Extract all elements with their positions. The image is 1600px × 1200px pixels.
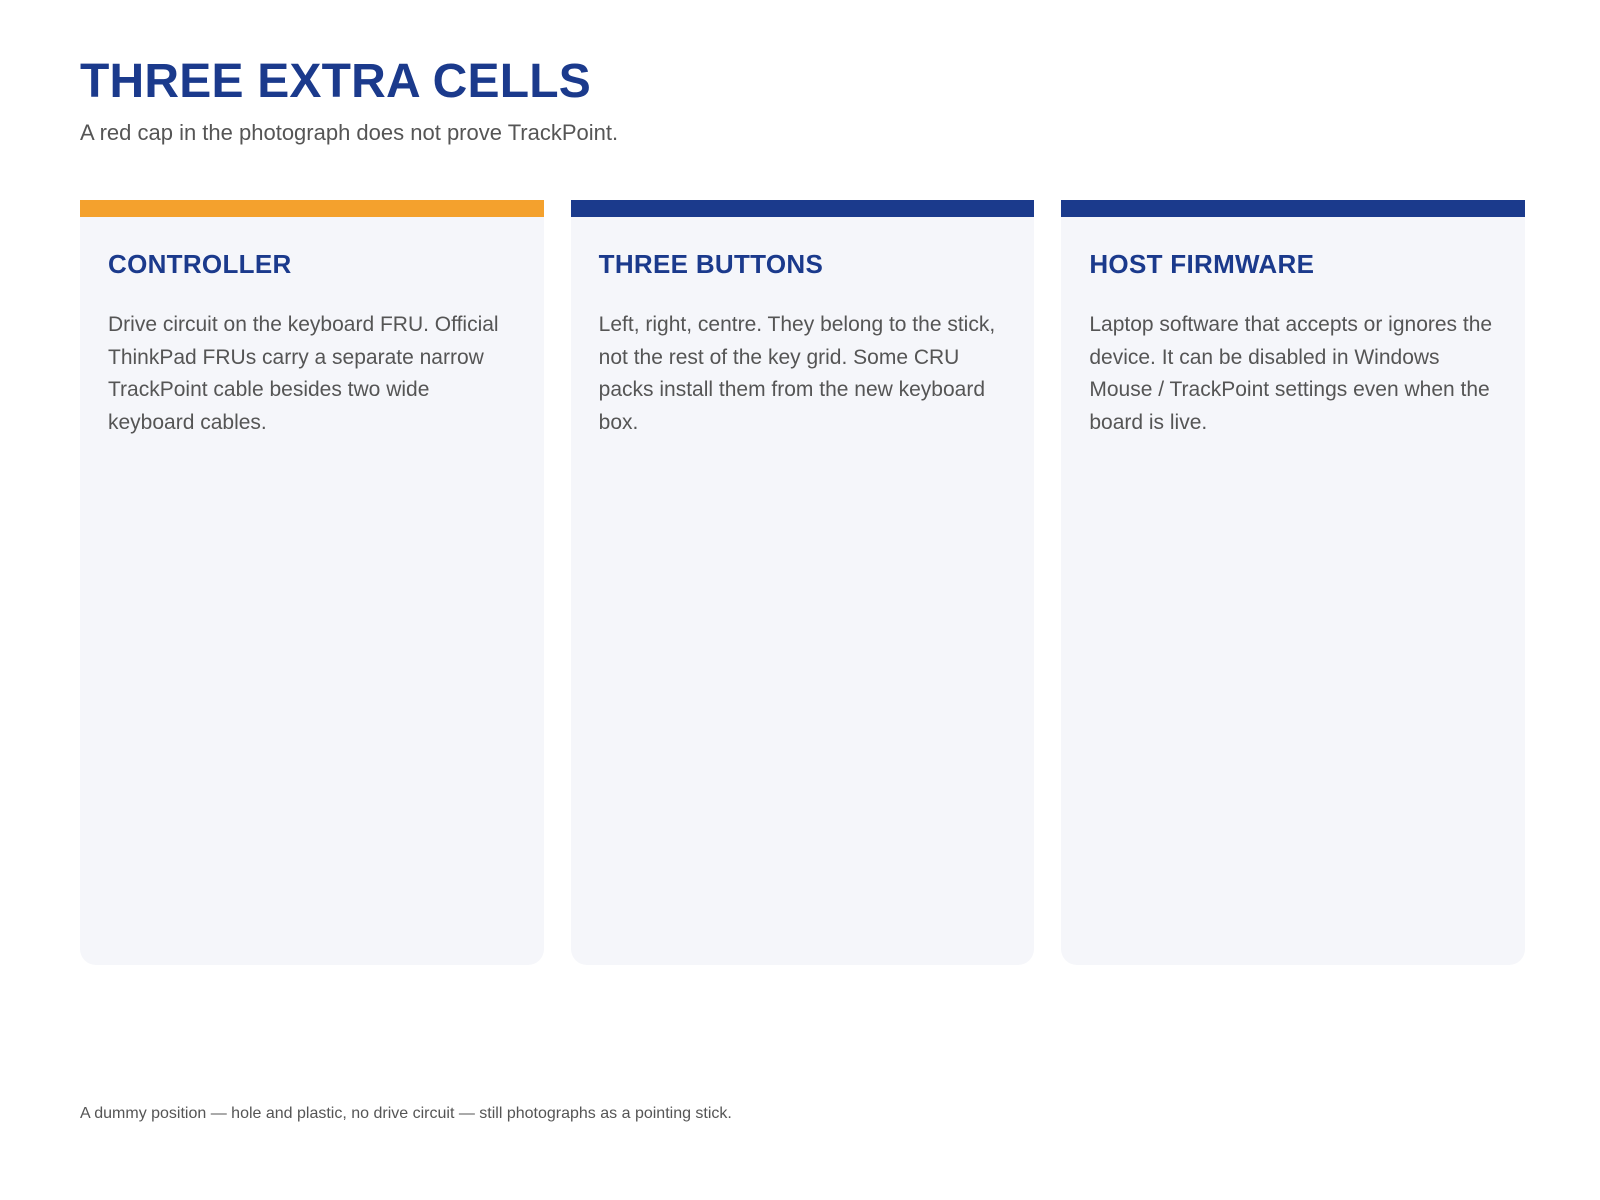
card-accent-bar [80, 200, 544, 217]
footnote: A dummy position — hole and plastic, no drive circuit — still photographs as a pointing stick. [80, 1105, 732, 1122]
card-body: Laptop software that accepts or ignores the device. It can be disabled in Windows Mouse / TrackPoint settings even when the board is live. [1089, 313, 1493, 434]
page-subtitle: A red cap in the photograph does not prove TrackPoint. [80, 120, 619, 145]
card-three-buttons [571, 200, 1035, 965]
card-body: Left, right, centre. They belong to the stick, not the rest of the key grid. Some CRU packs install them from the new keyboard box. [598, 313, 996, 434]
card-title: THREE BUTTONS [598, 249, 824, 279]
card-controller [80, 200, 544, 965]
card-host-firmware [1061, 200, 1525, 965]
card-title: CONTROLLER [108, 249, 292, 279]
card-accent-bar [571, 200, 1035, 217]
card-body: Drive circuit on the keyboard FRU. Official ThinkPad FRUs carry a separate narrow TrackPoint cable besides two wide keyboard cables. [108, 313, 499, 434]
card-accent-bar [1061, 200, 1525, 217]
card-title: HOST FIRMWARE [1089, 249, 1315, 279]
card-row [80, 200, 1525, 965]
page-title: THREE EXTRA CELLS [80, 55, 591, 108]
